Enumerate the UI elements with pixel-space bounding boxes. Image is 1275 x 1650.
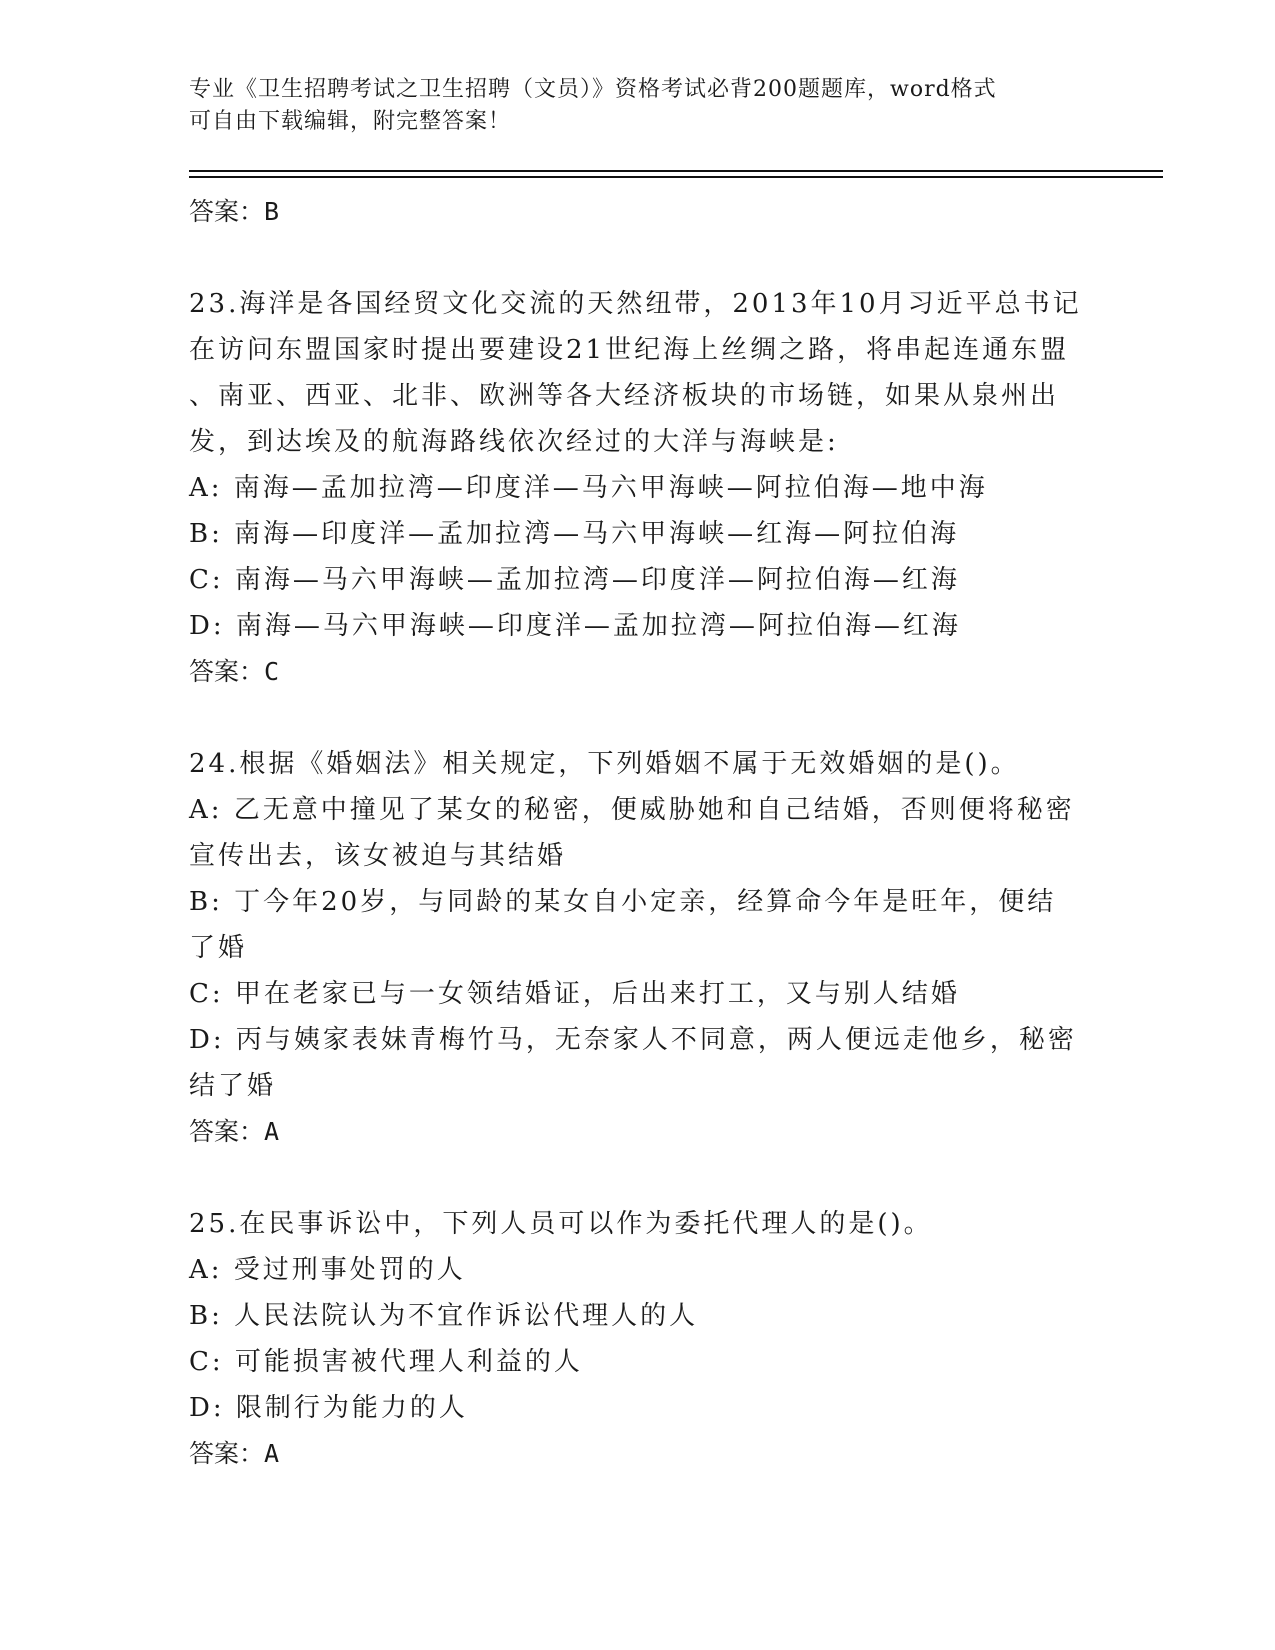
option-b: B: 南海—印度洋—孟加拉湾—马六甲海峡—红海—阿拉伯海 (189, 519, 960, 549)
option-c: C: 南海—马六甲海峡—孟加拉湾—印度洋—阿拉伯海—红海 (189, 565, 960, 595)
option-c: C: 可能损害被代理人利益的人 (189, 1347, 583, 1377)
document-header: 专业《卫生招聘考试之卫生招聘（文员）》资格考试必背200题题库，word格式 可自由下载编辑，附完整答案！ (189, 77, 997, 134)
option-d: D: 南海—马六甲海峡—印度洋—孟加拉湾—阿拉伯海—红海 (189, 611, 961, 641)
question-block (189, 741, 1089, 1155)
question-list (189, 189, 1089, 1477)
question-stem-line: 25.在民事诉讼中，下列人员可以作为委托代理人的是()。 (189, 1209, 933, 1239)
question-stem-line: 23.海洋是各国经贸文化交流的天然纽带，2013年10月习近平总书记 (189, 289, 1082, 319)
option-d: D: 限制行为能力的人 (189, 1393, 468, 1423)
option-b: B: 人民法院认为不宜作诉讼代理人的人 (189, 1301, 699, 1331)
option-a: A: 受过刑事处罚的人 (189, 1255, 466, 1285)
header-divider-bottom (189, 176, 1163, 178)
option-b-continued: 了婚 (189, 933, 248, 963)
answer-line: 答案：A (189, 1439, 280, 1468)
question-block (189, 281, 1089, 695)
option-a: A: 南海—孟加拉湾—印度洋—马六甲海峡—阿拉伯海—地中海 (189, 473, 988, 503)
option-a: A: 乙无意中撞见了某女的秘密，便威胁她和自己结婚，否则便将秘密 (189, 795, 1075, 825)
previous-answer: 答案：B (189, 197, 280, 226)
question-stem-line: 、南亚、西亚、北非、欧洲等各大经济板块的市场链，如果从泉州出 (189, 381, 1060, 411)
option-a-continued: 宣传出去，该女被迫与其结婚 (189, 841, 567, 871)
option-d: D: 丙与姨家表妹青梅竹马，无奈家人不同意，两人便远走他乡，秘密 (189, 1025, 1077, 1055)
question-stem-line: 在访问东盟国家时提出要建设21世纪海上丝绸之路，将串起连通东盟 (189, 335, 1070, 365)
option-c: C: 甲在老家已与一女领结婚证，后出来打工，又与别人结婚 (189, 979, 960, 1009)
answer-line: 答案：A (189, 1117, 280, 1146)
header-divider-top (189, 170, 1163, 172)
option-b: B: 丁今年20岁，与同龄的某女自小定亲，经算命今年是旺年，便结 (189, 887, 1057, 917)
question-block (189, 1201, 1089, 1477)
question-stem-line: 24.根据《婚姻法》相关规定，下列婚姻不属于无效婚姻的是()。 (189, 749, 1020, 779)
answer-line: 答案：C (189, 657, 280, 686)
question-stem-line: 发，到达埃及的航海路线依次经过的大洋与海峡是: (189, 427, 839, 457)
option-d-continued: 结了婚 (189, 1071, 277, 1101)
